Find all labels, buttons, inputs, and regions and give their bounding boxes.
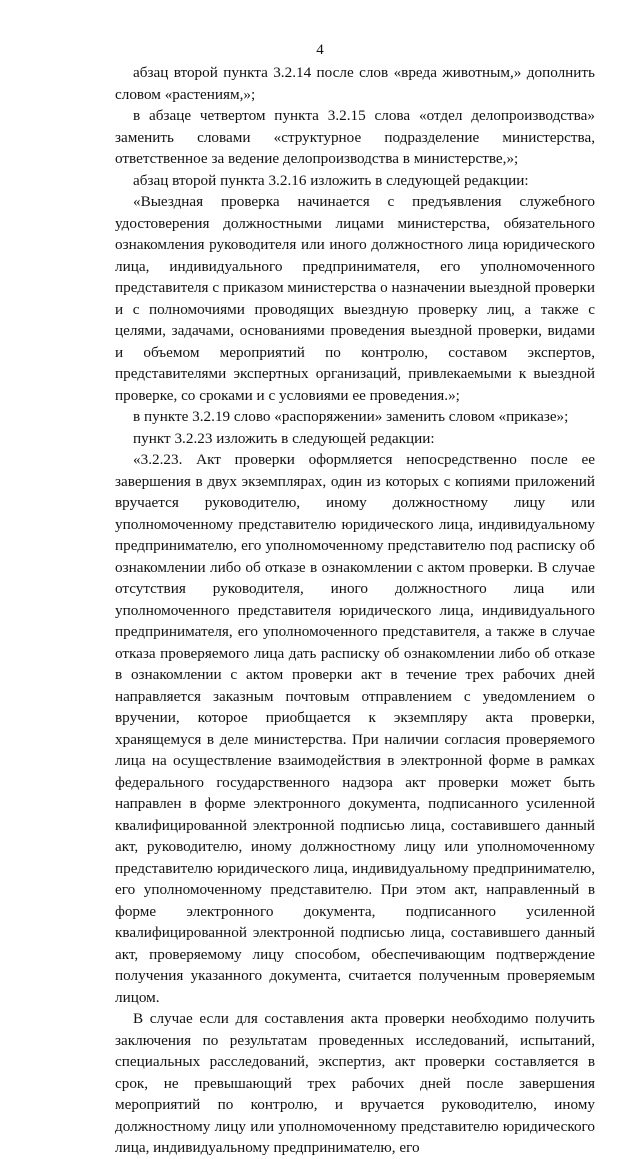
page-number: 4 (316, 42, 324, 58)
paragraph-3-2-23-continued: В случае если для составления акта проверки необходимо получить заключения по результатам проведенных исследований, испытаний, специальных расследований, экспертиз, акт проверки составляется в срок, не превышающий трех рабочих дней после завершения мероприятий по контролю, и вручается руководителю, иному должностному лицу или уполномоченному представителю юридического лица, индивидуальному предпринимателю, его (115, 1010, 595, 1156)
paragraph-3-2-16-intro: абзац второй пункта 3.2.16 изложить в следующей редакции: (133, 171, 529, 189)
document-body (115, 62, 595, 1159)
paragraph-3-2-19: в пункте 3.2.19 слово «распоряжении» заменить словом «приказе»; (133, 408, 569, 425)
paragraph-3-2-16-text: «Выездная проверка начинается с предъявления служебного удостоверения должностными лицами министерства, обязательного ознакомления руководителя или иного должностного лица юридического лица, индивидуального предпринимателя, его уполномоченного представителя с приказом министерства о назначении выездной проверки и с полномочиями проводящих выездную проверку лиц, а также с целями, задачами, основаниями проведения выездной проверки, видами и объемом мероприятий по контролю, составом экспертов, представителями экспертных организаций, привлекаемыми к выездной проверке, со сроками и с условиями ее проведения.»; (115, 193, 595, 404)
paragraph-3-2-15: в абзаце четвертом пункта 3.2.15 слова «отдел делопроизводства» заменить словами «структурное подразделение министерства, ответственное за ведение делопроизводства в министерстве,»; (115, 107, 595, 167)
paragraph-3-2-23-text: «3.2.23. Акт проверки оформляется непосредственно после ее завершения в двух экземплярах, один из которых с копиями приложений вручается руководителю, иному должностному лицу или уполномоченному представителю юридического лица, индивидуальному предпринимателю, его уполномоченному представителю под расписку об ознакомлении либо об отказе в ознакомлении с актом проверки. В случае отсутствия руководителя, иного должностного лица или уполномоченного представителя юридического лица, индивидуального предпринимателя, его уполномоченного представителя, а также в случае отказа проверяемого лица дать расписку об ознакомлении либо об отказе в ознакомлении с актом проверки акт в течение трех рабочих дней направляется заказным почтовым отправлением с уведомлением о вручении, которое приобщается к экземпляру акта проверки, хранящемуся в деле министерства. При наличии согласия проверяемого лица на осуществление взаимодействия в электронной форме в рамках федерального государственного надзора акт проверки может быть направлен в форме электронного документа, подписанного усиленной квалифицированной электронной подписью лица, составившего данный акт, руководителю, иному должностному лицу или уполномоченному представителю юридического лица, индивидуальному предпринимателю, его уполномоченному представителю. При этом акт, направленный в форме электронного документа, подписанного усиленной квалифицированной электронной подписью лица, составившего данный акт, проверяемому лицу способом, обеспечивающим подтверждение получения указанного документа, считается полученным проверяемым лицом. (115, 451, 595, 1006)
paragraph-3-2-14: абзац второй пункта 3.2.14 после слов «вреда животным,» дополнить словом «растениям,»; (115, 64, 595, 103)
paragraph-3-2-23-intro: пункт 3.2.23 изложить в следующей редакции: (133, 429, 435, 447)
